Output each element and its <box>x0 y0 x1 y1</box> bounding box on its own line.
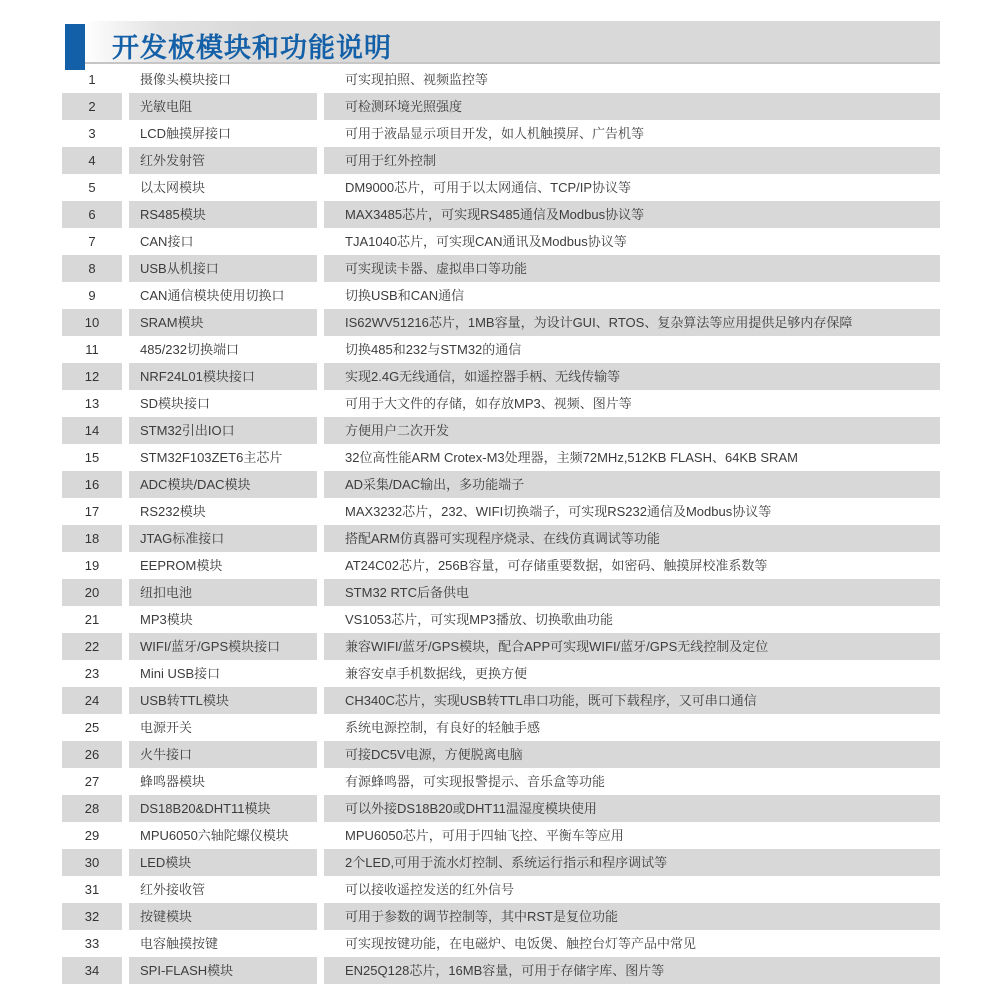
module-description: AD采集/DAC输出，多功能端子 <box>324 471 940 498</box>
table-row <box>62 795 940 822</box>
module-description: MAX3485芯片，可实现RS485通信及Modbus协议等 <box>324 201 940 228</box>
header-accent-bar <box>65 24 85 70</box>
module-name: DS18B20&DHT11模块 <box>129 795 317 822</box>
row-number: 12 <box>62 363 122 390</box>
row-number: 6 <box>62 201 122 228</box>
table-row <box>62 174 940 201</box>
row-number: 20 <box>62 579 122 606</box>
row-number: 13 <box>84 396 100 411</box>
row-number: 15 <box>84 450 100 465</box>
module-description: DM9000芯片，可用于以太网通信、TCP/IP协议等 <box>345 180 632 195</box>
row-number: 23 <box>84 666 100 681</box>
table-row <box>62 606 940 633</box>
module-description: 2个LED,可用于流水灯控制、系统运行指示和程序调试等 <box>324 849 940 876</box>
row-number: 7 <box>88 234 96 249</box>
module-name: 摄像头模块接口 <box>140 72 232 87</box>
module-description: 可实现拍照、视频监控等 <box>345 72 489 87</box>
row-number: 10 <box>62 309 122 336</box>
module-name: CAN接口 <box>140 234 194 249</box>
row-number: 2 <box>62 93 122 120</box>
module-name: JTAG标准接口 <box>129 525 317 552</box>
module-description: 32位高性能ARM Crotex-M3处理器，主频72MHz,512KB FLASH、64KB SRAM <box>345 450 798 465</box>
table-row <box>62 147 940 174</box>
table-row <box>62 660 940 687</box>
row-number: 19 <box>84 558 100 573</box>
row-number: 4 <box>62 147 122 174</box>
table-row <box>62 309 940 336</box>
row-number: 28 <box>62 795 122 822</box>
module-description: CH340C芯片，实现USB转TTL串口功能，既可下载程序，又可串口通信 <box>324 687 940 714</box>
module-description: 兼容安卓手机数据线，更换方便 <box>345 666 528 681</box>
module-name: 红外发射管 <box>129 147 317 174</box>
row-number: 5 <box>88 180 96 195</box>
module-description: 可以接收遥控发送的红外信号 <box>345 882 515 897</box>
module-name: 以太网模块 <box>140 180 206 195</box>
row-number: 33 <box>84 936 100 951</box>
row-number: 27 <box>84 774 100 789</box>
module-description: IS62WV51216芯片，1MB容量，为设计GUI、RTOS、复杂算法等应用提供足够内存保障 <box>324 309 940 336</box>
module-name: 红外接收管 <box>140 882 206 897</box>
module-description: 可用于红外控制 <box>324 147 940 174</box>
row-number: 17 <box>84 504 100 519</box>
module-name: EEPROM模块 <box>140 558 223 573</box>
module-description: 切换USB和CAN通信 <box>345 288 465 303</box>
module-description: EN25Q128芯片，16MB容量，可用于存储字库、图片等 <box>324 957 940 984</box>
table-row <box>62 66 940 93</box>
row-number: 21 <box>84 612 100 627</box>
module-description: STM32 RTC后备供电 <box>324 579 940 606</box>
row-number: 9 <box>88 288 96 303</box>
module-description: 可实现按键功能，在电磁炉、电饭煲、触控台灯等产品中常见 <box>345 936 697 951</box>
module-description: 实现2.4G无线通信，如遥控器手柄、无线传输等 <box>324 363 940 390</box>
module-description: MPU6050芯片，可用于四轴飞控、平衡车等应用 <box>345 828 624 843</box>
module-description: TJA1040芯片，可实现CAN通讯及Modbus协议等 <box>345 234 627 249</box>
table-row <box>62 93 940 120</box>
module-description: 兼容WIFI/蓝牙/GPS模块，配合APP可实现WIFI/蓝牙/GPS无线控制及定位 <box>324 633 940 660</box>
row-number: 30 <box>62 849 122 876</box>
module-description: 搭配ARM仿真器可实现程序烧录、在线仿真调试等功能 <box>324 525 940 552</box>
table-row <box>62 363 940 390</box>
module-name: LCD触摸屏接口 <box>140 126 232 141</box>
row-number: 25 <box>84 720 100 735</box>
module-name: 光敏电阻 <box>129 93 317 120</box>
module-name: SD模块接口 <box>140 396 211 411</box>
table-row <box>62 687 940 714</box>
module-name: MPU6050六轴陀螺仪模块 <box>140 828 289 843</box>
row-number: 11 <box>85 342 99 357</box>
row-number: 31 <box>84 882 100 897</box>
table-row <box>62 255 940 282</box>
module-name: 电容触摸按键 <box>140 936 219 951</box>
row-number: 24 <box>62 687 122 714</box>
row-number: 22 <box>62 633 122 660</box>
module-description: VS1053芯片，可实现MP3播放、切换歌曲功能 <box>345 612 613 627</box>
module-name: STM32F103ZET6主芯片 <box>140 450 283 465</box>
module-description: 可用于大文件的存储，如存放MP3、视频、图片等 <box>345 396 632 411</box>
module-description: 方便用户二次开发 <box>324 417 940 444</box>
table-row <box>62 525 940 552</box>
table-row <box>62 876 940 903</box>
module-name: Mini USB接口 <box>140 666 221 681</box>
table-row <box>62 768 940 795</box>
table-row <box>62 390 940 417</box>
module-name: MP3模块 <box>140 612 193 627</box>
module-name: USB转TTL模块 <box>129 687 317 714</box>
table-row <box>62 444 940 471</box>
module-name: 485/232切换端口 <box>140 342 239 357</box>
module-name: NRF24L01模块接口 <box>129 363 317 390</box>
row-number: 32 <box>62 903 122 930</box>
module-name: SRAM模块 <box>129 309 317 336</box>
table-row <box>62 741 940 768</box>
table-row <box>62 417 940 444</box>
page-header <box>65 20 940 70</box>
module-description: 可检测环境光照强度 <box>324 93 940 120</box>
module-description: 切换485和232与STM32的通信 <box>345 342 522 357</box>
row-number: 29 <box>84 828 100 843</box>
row-number: 14 <box>62 417 122 444</box>
table-row <box>62 552 940 579</box>
row-number: 8 <box>62 255 122 282</box>
table-row <box>62 498 940 525</box>
module-name: STM32引出IO口 <box>129 417 317 444</box>
table-row <box>62 903 940 930</box>
module-name: CAN通信模块使用切换口 <box>140 288 285 303</box>
module-description: AT24C02芯片，256B容量，可存储重要数据，如密码、触摸屏校准系数等 <box>345 558 768 573</box>
module-name: LED模块 <box>129 849 317 876</box>
module-table <box>62 66 940 984</box>
module-description: 可接DC5V电源，方便脱离电脑 <box>324 741 940 768</box>
module-description: MAX3232芯片，232、WIFI切换端子，可实现RS232通信及Modbus协议等 <box>345 504 772 519</box>
module-name: 按键模块 <box>129 903 317 930</box>
table-row <box>62 579 940 606</box>
module-name: 电源开关 <box>140 720 193 735</box>
module-description: 可以外接DS18B20或DHT11温湿度模块使用 <box>324 795 940 822</box>
module-name: RS232模块 <box>140 504 206 519</box>
table-row <box>62 336 940 363</box>
table-row <box>62 201 940 228</box>
row-number: 16 <box>62 471 122 498</box>
module-name: SPI-FLASH模块 <box>129 957 317 984</box>
module-name: WIFI/蓝牙/GPS模块接口 <box>129 633 317 660</box>
page-title: 开发板模块和功能说明 <box>112 33 392 63</box>
module-description: 可用于参数的调节控制等，其中RST是复位功能 <box>324 903 940 930</box>
module-description: 可实现读卡器、虚拟串口等功能 <box>324 255 940 282</box>
row-number: 1 <box>88 72 96 87</box>
table-row <box>62 120 940 147</box>
table-row <box>62 228 940 255</box>
module-description: 系统电源控制，有良好的轻触手感 <box>345 720 541 735</box>
table-row <box>62 849 940 876</box>
table-row <box>62 633 940 660</box>
table-row <box>62 471 940 498</box>
table-row <box>62 957 940 984</box>
module-description: 可用于液晶显示项目开发，如人机触摸屏、广告机等 <box>345 126 645 141</box>
module-description: 有源蜂鸣器，可实现报警提示、音乐盒等功能 <box>345 774 606 789</box>
module-name: ADC模块/DAC模块 <box>129 471 317 498</box>
module-name: 火牛接口 <box>129 741 317 768</box>
table-row <box>62 930 940 957</box>
row-number: 26 <box>62 741 122 768</box>
module-name: USB从机接口 <box>129 255 317 282</box>
table-row <box>62 714 940 741</box>
row-number: 34 <box>62 957 122 984</box>
row-number: 18 <box>62 525 122 552</box>
table-row <box>62 822 940 849</box>
module-name: RS485模块 <box>129 201 317 228</box>
module-name: 蜂鸣器模块 <box>140 774 206 789</box>
table-row <box>62 282 940 309</box>
row-number: 3 <box>88 126 96 141</box>
module-name: 纽扣电池 <box>129 579 317 606</box>
